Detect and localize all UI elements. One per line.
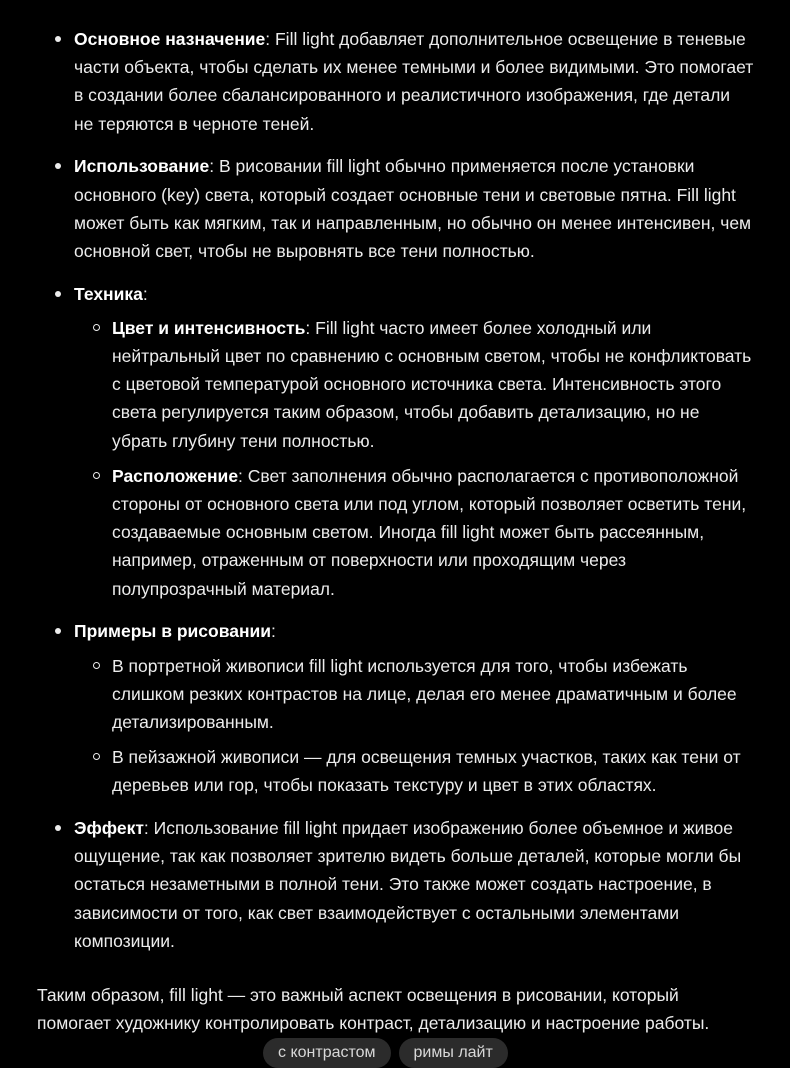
sub-item-text: В пейзажной живописи — для освещения темных участков, таких как тени от деревьев или гор, чтобы показать текстуру и цвет в этих областях. bbox=[112, 747, 741, 796]
suggestion-chip-rim-light[interactable]: римы лайт bbox=[399, 1038, 508, 1068]
sub-item-title: Цвет и интенсивность bbox=[112, 317, 306, 338]
item-title: Эффект bbox=[74, 818, 144, 839]
item-text: : В рисовании fill light обычно применяется после установки основного (key) света, который создает основные тени и световые пятна. Fill light может быть как мягким, так и направленным, но обычно он менее интенсивен, чем основной свет, чтобы не выровнять все тени полностью. bbox=[74, 156, 752, 261]
item-text: : Использование fill light придает изображению более объемное и живое ощущение, так как позволяет зрителю видеть больше деталей, которые могли бы остаться незаметными в полной тени. Это также может создать настроение, в зависимости от того, как свет взаимодействует с остальными элементами композиции. bbox=[74, 818, 742, 951]
item-title: Основное назначение bbox=[74, 29, 266, 49]
list-item-purpose bbox=[74, 25, 754, 138]
sub-list bbox=[74, 314, 754, 603]
message-content bbox=[0, 25, 790, 970]
list-item-examples bbox=[74, 617, 754, 799]
sub-item-placement bbox=[112, 462, 754, 603]
sub-item-text: : Свет заполнения обычно располагается с противоположной стороны от основного света или под углом, который позволяет осветить тени, создаваемые основным светом. Иногда fill light может быть рассеянным, например, отраженным от поверхности или проходящим через полупрозрачный материал. bbox=[112, 465, 747, 599]
item-text: : bbox=[142, 283, 148, 304]
summary-paragraph: Таким образом, fill light — это важный аспект освещения в рисовании, который помогает художнику контролировать контраст, детализацию и настроение работы. bbox=[37, 985, 710, 1034]
sub-item-landscape bbox=[112, 743, 754, 799]
item-title: Примеры в рисовании bbox=[74, 621, 272, 642]
bullet-list bbox=[0, 25, 754, 955]
sub-item-portrait bbox=[112, 652, 754, 737]
sub-item-color-intensity bbox=[112, 314, 754, 455]
list-item-technique bbox=[74, 280, 754, 603]
suggestion-chips bbox=[263, 1038, 508, 1068]
sub-item-title: Расположение bbox=[112, 465, 239, 486]
item-text: : bbox=[271, 621, 276, 642]
list-item-usage bbox=[74, 152, 754, 265]
sub-item-text: : Fill light часто имеет более холодный или нейтральный цвет по сравнению с основным светом, чтобы не конфликтовать с цветовой температурой основного источника света. Интенсивность этого света регулируется таким образом, чтобы добавить детализацию, но не убрать глубину тени полностью. bbox=[112, 317, 752, 451]
list-item-effect bbox=[74, 814, 754, 955]
suggestion-chip-contrast[interactable]: с контрастом bbox=[263, 1038, 391, 1068]
item-text: : Fill light добавляет дополнительное освещение в теневые части объекта, чтобы сделать их менее темными и более видимыми. Это помогает в создании более сбалансированного и реалистичного изображения, где детали не теряются в черноте теней. bbox=[74, 29, 754, 134]
sub-list bbox=[74, 652, 754, 800]
item-title: Использование bbox=[74, 156, 210, 177]
item-title: Техника bbox=[74, 283, 143, 304]
sub-item-text: В портретной живописи fill light используется для того, чтобы избежать слишком резких контрастов на лице, делая его менее драматичным и более детализированным. bbox=[112, 655, 737, 732]
